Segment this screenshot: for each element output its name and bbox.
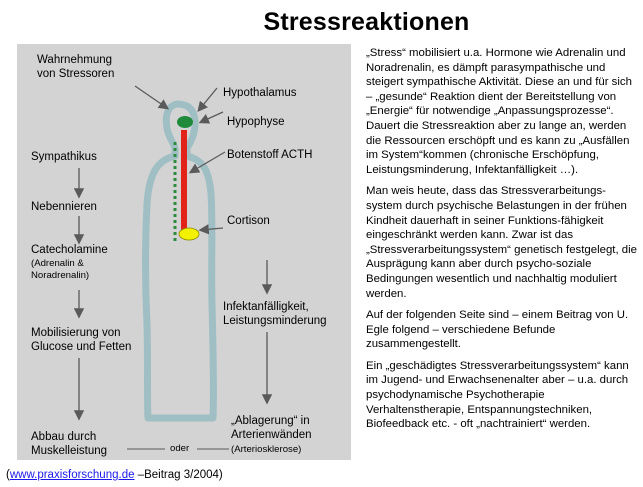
label-wahrnehmung-line1: Wahrnehmung (37, 54, 113, 66)
paragraph-3: Auf der folgenden Seite sind – einem Beitrag von U. Egle folgend – verschiedene Befunde zusammengestellt. (366, 309, 629, 351)
explanation-text (366, 46, 638, 439)
footer-rest: –Beitrag 3/2004) (134, 469, 223, 481)
label-wahrnehmung (37, 53, 114, 81)
label-nebennieren: Nebennieren (31, 201, 97, 213)
label-infekt-line2: Leistungsminderung (223, 315, 327, 327)
acth-vessel (181, 130, 187, 232)
label-wahrnehmung-line2: von Stressoren (37, 68, 115, 80)
label-ablagerung (231, 414, 312, 442)
source-link[interactable]: www.praxisforschung.de (9, 469, 135, 481)
label-ablagerung-line2: Arterienwänden (231, 429, 312, 441)
label-catecholamine-sub (31, 258, 89, 282)
label-mobilisierung (31, 326, 131, 354)
label-sympathikus: Sympathikus (31, 151, 97, 163)
label-abbau-line2: Muskelleistung (31, 445, 108, 457)
label-infekt (223, 300, 327, 328)
label-abbau-line1: Abbau durch (31, 431, 97, 443)
label-abbau (31, 430, 107, 458)
body-silhouette (146, 104, 214, 418)
arrow-wahrnehmung (135, 86, 167, 108)
stress-diagram (17, 44, 351, 460)
label-hypothalamus: Hypothalamus (223, 87, 297, 99)
label-mobilisierung-line1: Mobilisierung von (31, 327, 121, 339)
label-acth: Botenstoff ACTH (227, 149, 313, 161)
label-cortison: Cortison (227, 215, 270, 227)
footer-open: ( (6, 469, 10, 481)
paragraph-1: „Stress“ mobilisiert u.a. Hormone wie Adrenalin und Noradrenalin, es dämpft parasympathische und steigert sympathische Aktivität. Diese an und für sich – „gesunde“ Reaktion dient der Bereitstellung von „Energie“ für notwendige „Anpassungsprozesse“. Dauert die Stressreaktion aber zu lange an, werden die Ressourcen erschöpft und es kann zu „Ausfällen im System“kommen (chronische Erschöpfung, Leistungsminderung, Infektanfälligkeit …). (366, 47, 632, 176)
label-hypophyse: Hypophyse (227, 116, 285, 128)
page-title: Stressreaktionen (263, 8, 470, 36)
nebenniere-gland (179, 228, 199, 240)
paragraph-2: Man weis heute, dass das Stressverarbeitungs-system durch psychische Belastungen in der frühen Kindheit dauerhaft in seiner Funktions-fähigkeit eingeschränkt werden kann. Zwar ist das „Stressverarbeitungssystem“ genetisch festgelegt, die Ausprägung kann aber durch psycho-soziale Bedingungen wesentlich und nachhaltig moduliert werden. (366, 185, 637, 300)
label-arteriosklerose: (Arteriosklerose) (231, 444, 302, 455)
label-mobilisierung-line2: Glucose und Fetten (31, 341, 132, 353)
arrow-hypophyse (201, 112, 223, 122)
label-infekt-line1: Infektanfälligkeit, (223, 301, 309, 313)
label-catecholamine: Catecholamine (31, 244, 108, 256)
arrow-hypothalamus (199, 88, 217, 110)
hypophyse-gland (177, 116, 193, 128)
label-oder: oder (170, 443, 190, 454)
paragraph-4: Ein „geschädigtes Stressverarbeitungssystem“ kann im Jugend- und Erwachsenenalter aber – u.a. durch psychodynamische Psychotherapie Verhaltenstherapie, Entspannungstechniken, Biofeedback etc. - oft „nachtrainiert“ werden. (366, 359, 629, 431)
label-catecholamine-sub-line2: Noradrenalin) (31, 270, 90, 281)
source-footer (6, 469, 223, 481)
label-ablagerung-line1: „Ablagerung“ in (231, 415, 310, 427)
label-catecholamine-sub-line1: (Adrenalin & (31, 258, 84, 269)
